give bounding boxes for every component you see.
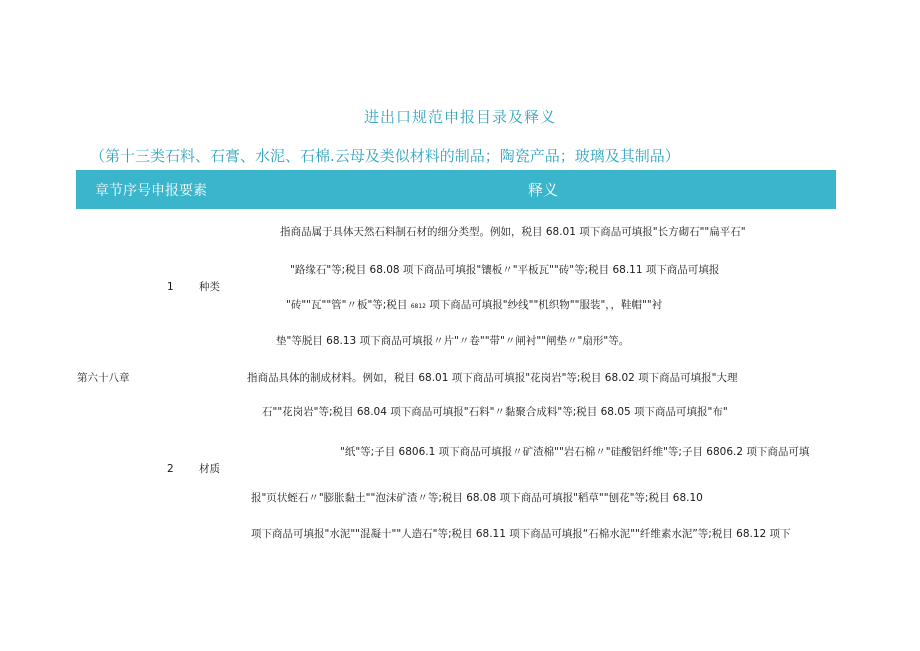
row1-number: 1 [167,281,174,293]
row2-definition-line-5: 项下商品可填报"水泥""混凝十""人造石"等;税目 68.11 项下商品可填报“石棉水泥""纤维素水泥”等;税目 68.12 项下 [251,528,791,540]
row2-definition-line-2: 石""花岗岩"等;税目 68.04 项下商品可填报"石料"〃黏聚合成料"等;税目 68.05 项下商品可填报"布" [262,406,728,418]
row1-line3-part-a: "砖""瓦""管"〃板"等;税目 [286,299,411,311]
row2-definition-line-4: 报"页状蛭石〃"膨胀黏土""泡沫矿渣〃等;税目 68.08 项下商品可填报"稻草""刨花"等;税目 68.10 [251,492,703,504]
row1-element: 种类 [199,281,220,293]
row1-definition-line-4: 垫"等脱目 68.13 项下商品可填报〃片"〃卷""带"〃闸衬""闸垫〃"扇形"等。 [276,335,630,347]
row2-number: 2 [167,463,174,475]
row2-definition-line-1: 指商品具体的制成材料。例如，税目 68.01 项下商品可填报"花岗岩"等;税目 68.02 项下商品可填报"大理 [247,372,738,384]
row1-line3-part-b: 项下商品可填报"纱线""机织物""服装"，，鞋帽""衬 [425,299,663,311]
chapter-label: 第六十八章 [77,372,130,384]
row1-line3-small-code: 6812 [410,303,426,310]
row1-definition-line-2: "路缘石"等;税目 68.08 项下商品可填报"镶板〃"平板瓦""砖"等;税目 68.11 项下商品可填报 [290,264,720,276]
header-col-definition: 释义 [528,181,559,199]
document-title: 进出口规范申报目录及释义 [363,108,556,126]
row2-definition-line-3: "纸"等;子目 6806.1 项下商品可填报〃矿渣棉""岩石棉〃"硅酸铝纤维"等;子目 6806.2 项下商品可填 [340,446,810,458]
row1-definition-line-1: 指商品属于具体天然石料制石材的细分类型。例如，税目 68.01 项下商品可填报"长方砌石""扁平石" [280,226,746,238]
row1-definition-line-3 [286,298,662,314]
header-col-element: 章节序号申报要素 [95,183,207,199]
row2-element: 材质 [199,463,220,475]
document-subtitle: （第十三类石料、石膏、水泥、石棉.云母及类似材料的制品；陶瓷产品；玻璃及其制品） [90,147,680,165]
